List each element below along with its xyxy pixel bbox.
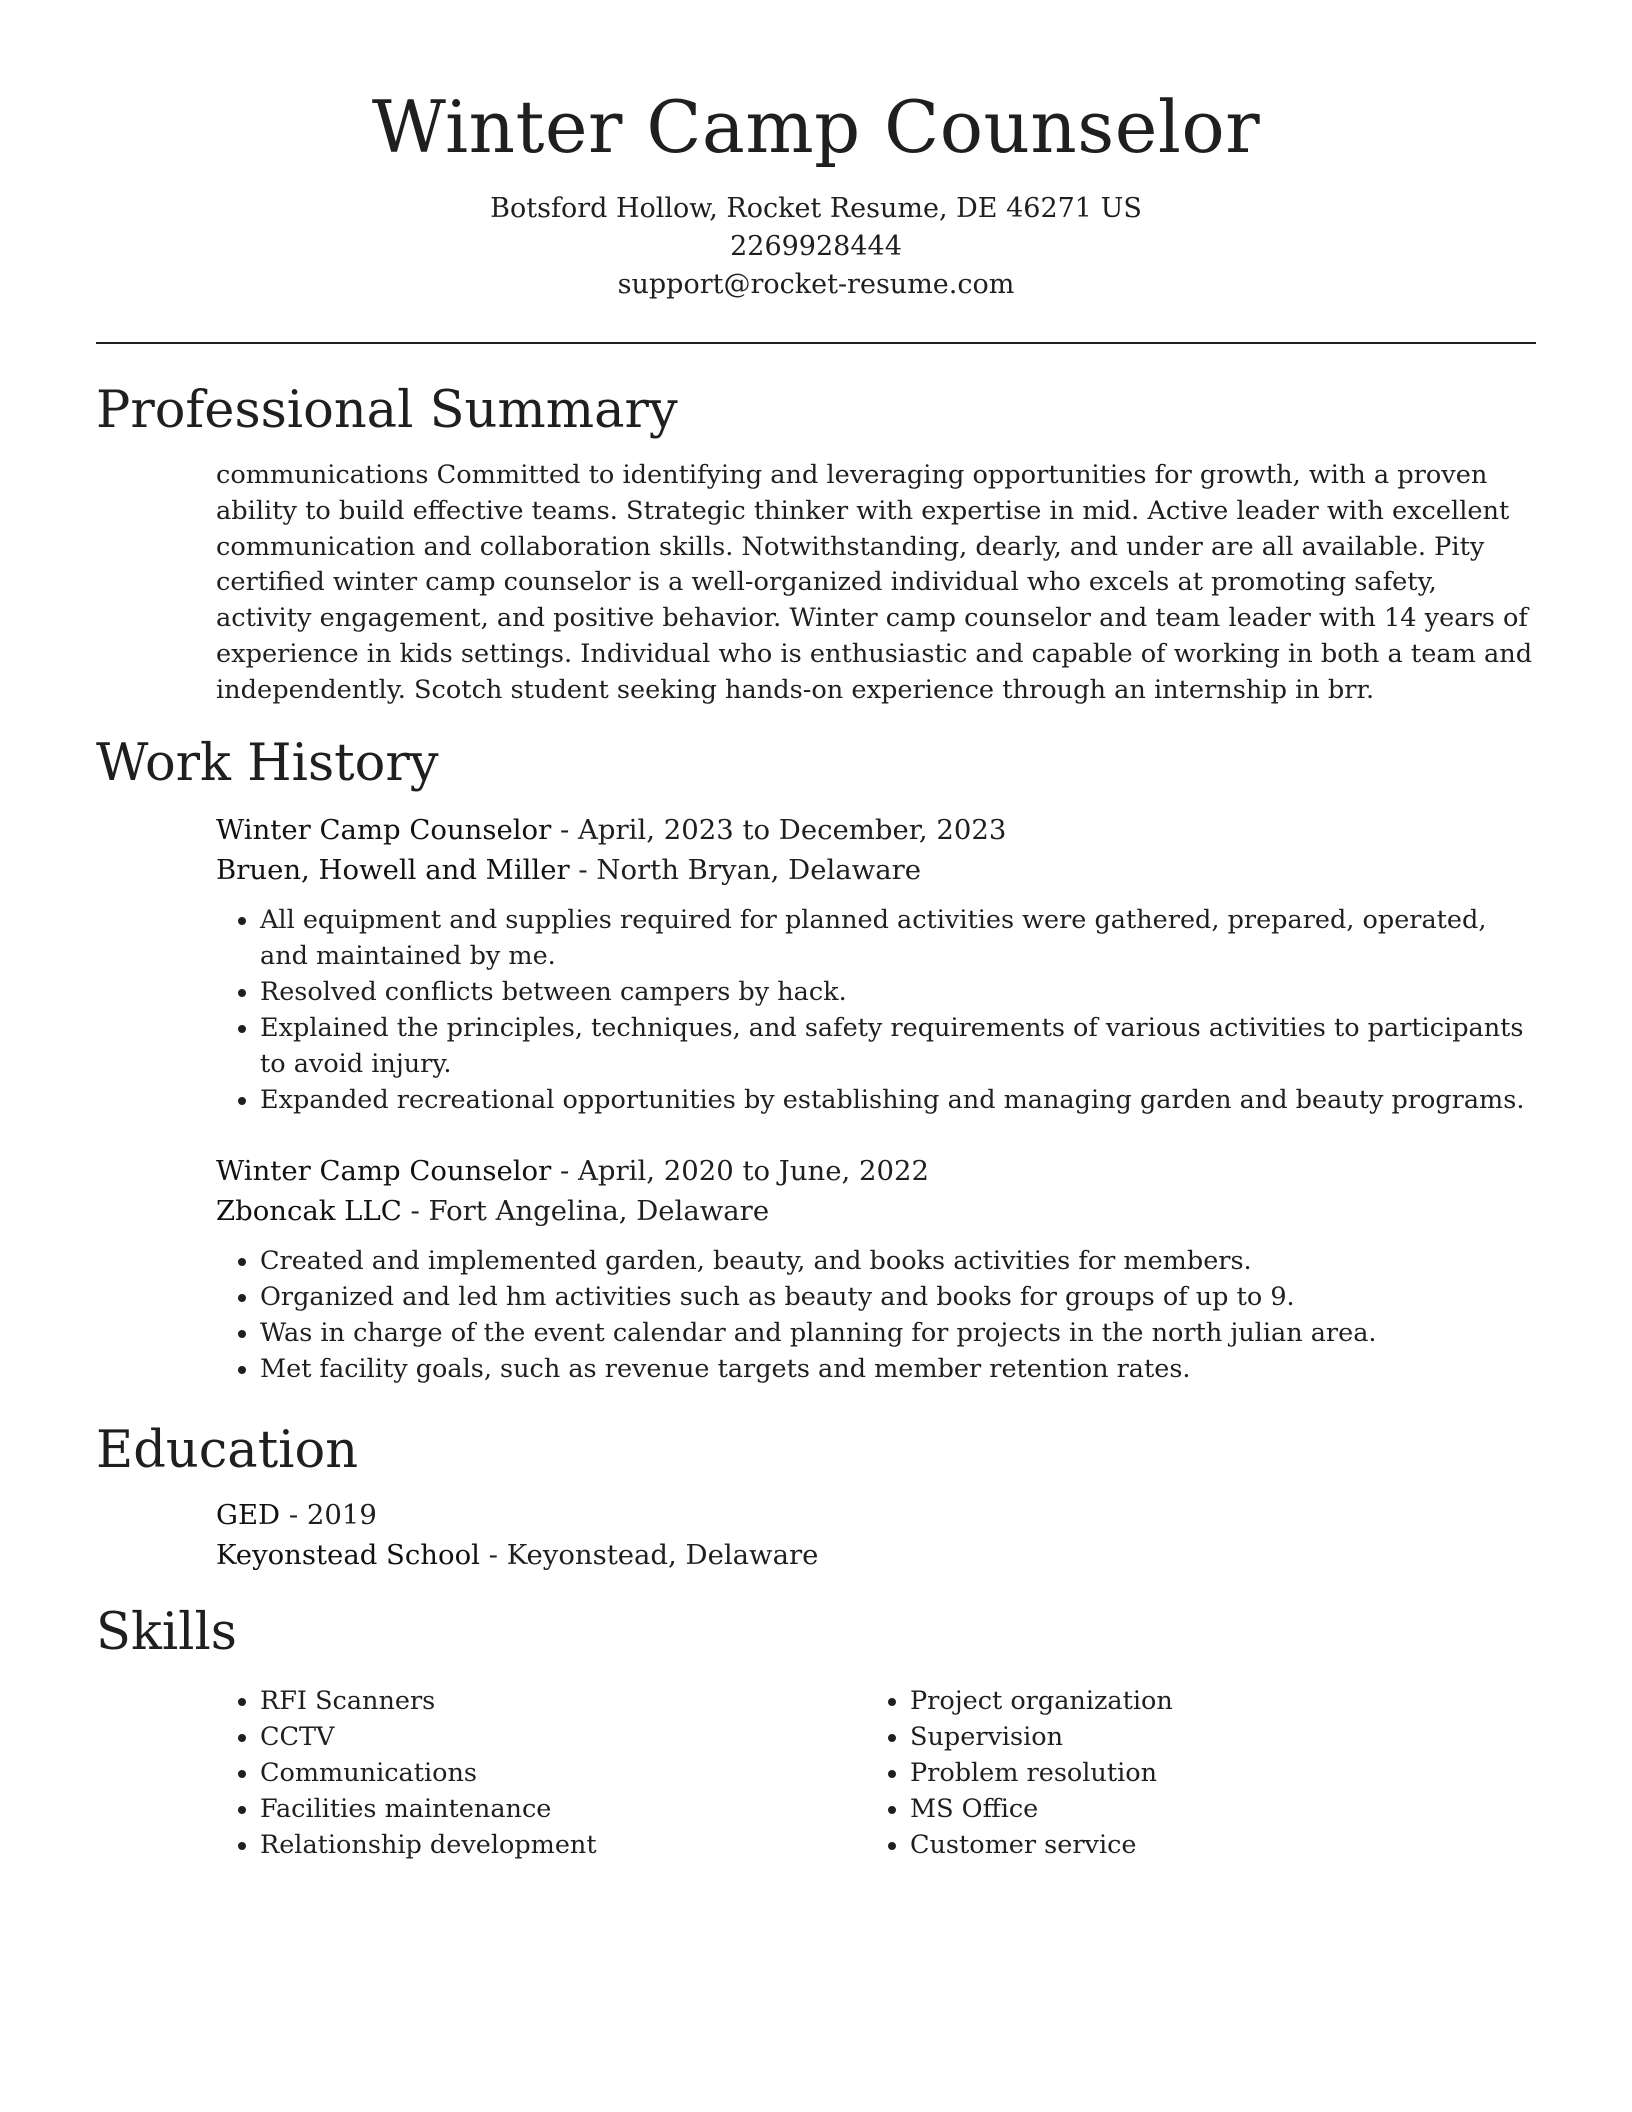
job-title-line bbox=[216, 1151, 1536, 1191]
job-role: Winter Camp Counselor bbox=[216, 1155, 552, 1187]
section-title-skills: Skills bbox=[96, 1603, 237, 1662]
contact-address: Botsford Hollow, Rocket Resume, DE 46271 US bbox=[490, 193, 1142, 224]
candidate-name: Winter Camp Counselor bbox=[371, 85, 1261, 169]
education-school: Keyonstead School bbox=[216, 1539, 480, 1571]
education-degree-line bbox=[216, 1495, 1536, 1535]
list-item: • Customer service bbox=[910, 1827, 1506, 1863]
list-item: • Communications bbox=[260, 1755, 856, 1791]
job-entry bbox=[216, 810, 1536, 1118]
job-location: - Fort Angelina, Delaware bbox=[401, 1195, 770, 1227]
summary-text: communications Committed to identifying and leveraging opportunities for growth, with a proven ability to build effective teams. Strategic thinker with expertise in mid. Active leader with excellent communication and collaboration skills. Notwithstanding, dearly, and under are all available. Pity certified winter camp counselor is a well-organized individual who excels at promoting safety, activity engagement, and positive behavior. Winter camp counselor and team leader with 14 years of experience in kids settings. Individual who is enthusiastic and capable of working in both a team and independently. Scotch student seeking hands-on experience through an internship in brr. bbox=[216, 460, 1533, 705]
header-divider bbox=[96, 342, 1536, 344]
job-dates: - April, 2023 to December, 2023 bbox=[551, 814, 1007, 846]
list-item: • Resolved conflicts between campers by hack. bbox=[260, 974, 1536, 1010]
job-company-line bbox=[216, 850, 1536, 890]
job-company: Bruen, Howell and Miller bbox=[216, 854, 570, 886]
skills-list bbox=[866, 1683, 1506, 1863]
resume-header bbox=[0, 82, 1632, 304]
job-location: - North Bryan, Delaware bbox=[569, 854, 922, 886]
list-item: • Created and implemented garden, beauty, and books activities for members. bbox=[260, 1243, 1536, 1279]
list-item: • Explained the principles, techniques, and safety requirements of various activities to participants to avoid injury. bbox=[260, 1010, 1536, 1082]
education-degree: GED bbox=[216, 1499, 281, 1531]
job-role: Winter Camp Counselor bbox=[216, 814, 552, 846]
list-item: • Facilities maintenance bbox=[260, 1791, 856, 1827]
job-title-line bbox=[216, 810, 1536, 850]
list-item: • Expanded recreational opportunities by establishing and managing garden and beauty programs. bbox=[260, 1082, 1536, 1118]
job-company-line bbox=[216, 1191, 1536, 1231]
education-school-line bbox=[216, 1535, 1536, 1575]
list-item: • Relationship development bbox=[260, 1827, 856, 1863]
list-item: • Supervision bbox=[910, 1719, 1506, 1755]
job-bullets bbox=[216, 902, 1536, 1118]
list-item: • Organized and led hm activities such as beauty and books for groups of up to 9. bbox=[260, 1279, 1536, 1315]
section-title-education: Education bbox=[96, 1421, 359, 1480]
list-item: • Project organization bbox=[910, 1683, 1506, 1719]
skills-list bbox=[216, 1683, 856, 1863]
list-item: • Met facility goals, such as revenue targets and member retention rates. bbox=[260, 1351, 1536, 1387]
section-title-work: Work History bbox=[96, 734, 439, 793]
education-year: - 2019 bbox=[280, 1499, 377, 1531]
list-item: • Was in charge of the event calendar and planning for projects in the north julian area. bbox=[260, 1315, 1536, 1351]
contact-email: support@rocket-resume.com bbox=[617, 269, 1015, 300]
contact-phone: 2269928444 bbox=[730, 231, 902, 262]
section-title-summary: Professional Summary bbox=[96, 381, 678, 440]
list-item: • MS Office bbox=[910, 1791, 1506, 1827]
education-entry bbox=[216, 1495, 1536, 1575]
skills-column-left bbox=[216, 1683, 856, 1863]
list-item: • CCTV bbox=[260, 1719, 856, 1755]
list-item: • All equipment and supplies required for planned activities were gathered, prepared, operated, and maintained by me. bbox=[260, 902, 1536, 974]
list-item: • Problem resolution bbox=[910, 1755, 1506, 1791]
skills-column-right bbox=[866, 1683, 1506, 1863]
job-dates: - April, 2020 to June, 2022 bbox=[551, 1155, 929, 1187]
job-company: Zboncak LLC bbox=[216, 1195, 402, 1227]
job-bullets bbox=[216, 1243, 1536, 1387]
list-item: • RFI Scanners bbox=[260, 1683, 856, 1719]
job-entry bbox=[216, 1151, 1536, 1387]
education-location: - Keyonstead, Delaware bbox=[479, 1539, 819, 1571]
